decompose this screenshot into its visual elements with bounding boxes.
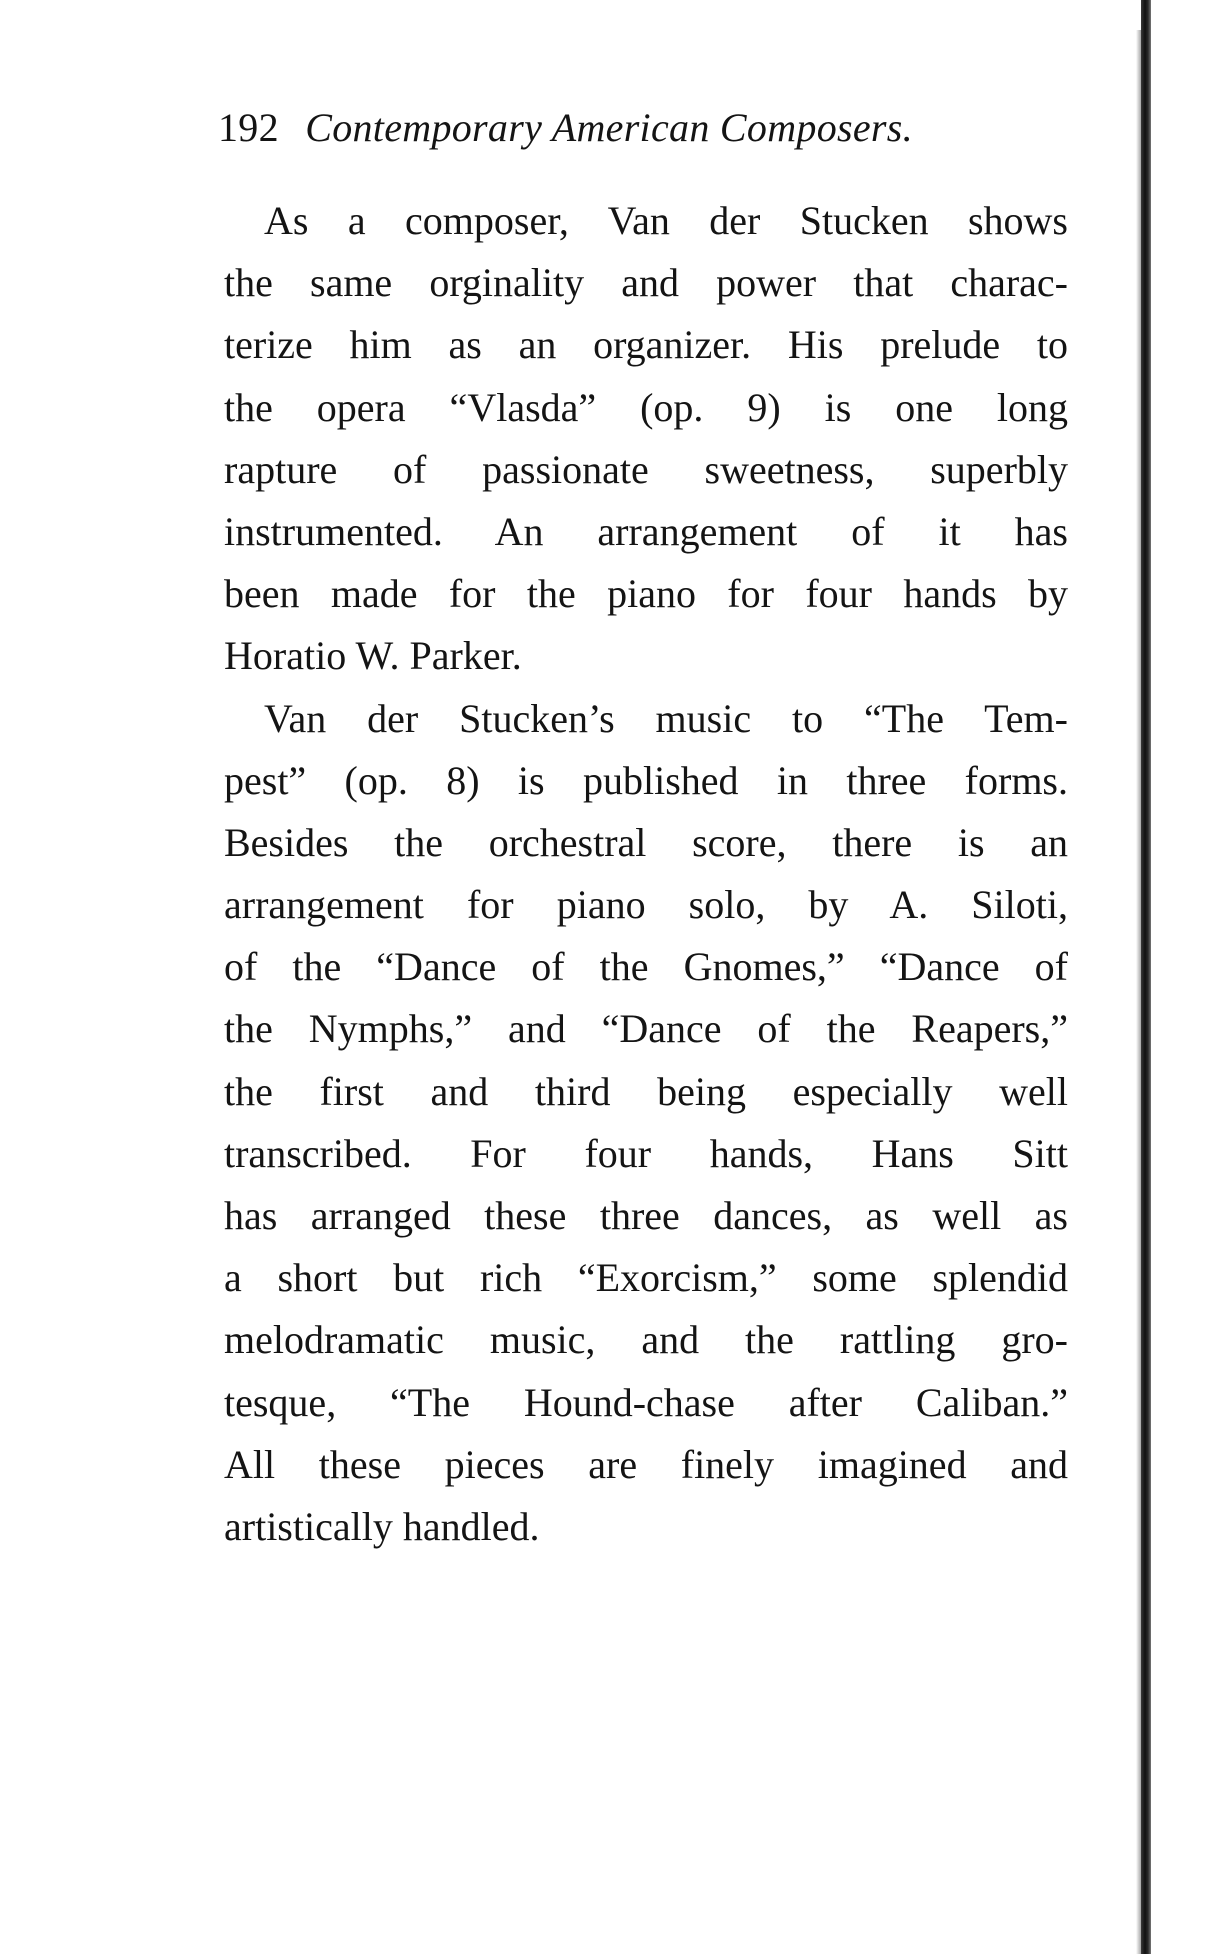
text-line: the first and third being especially well [224,1068,1068,1114]
text-line: instrumented. An arrangement of it has [224,508,1068,554]
text-line: the opera “Vlasda” (op. 9) is one long [224,384,1068,430]
text-line: been made for the piano for four hands by [224,571,1068,617]
text-line: artistically handled. [224,1503,540,1549]
text-line: melodramatic music, and the rattling gro- [224,1317,1068,1363]
text-line: Horatio W. Parker. [224,633,522,679]
running-title: Contemporary American Composers. [305,105,913,150]
text-line: All these pieces are finely imagined and [224,1441,1068,1487]
text-line: arrangement for piano solo, by A. Siloti, [224,882,1068,928]
text-line: Besides the orchestral score, there is an [224,819,1068,865]
text-line: rapture of passionate sweetness, superbly [224,446,1068,492]
text-line: the same orginality and power that charac- [224,260,1068,306]
body-text [224,190,1068,1558]
text-line: As a composer, Van der Stucken shows [264,198,1068,243]
text-line: of the “Dance of the Gnomes,” “Dance of [224,944,1068,990]
text-line: a short but rich “Exorcism,” some splendid [224,1255,1068,1301]
text-line: Van der Stucken’s music to “The Tem- [264,695,1068,741]
text-line: has arranged these three dances, as well as [224,1193,1068,1238]
page-header [218,104,913,152]
page-number: 192 [218,105,279,150]
text-line: transcribed. For four hands, Hans Sitt [224,1130,1068,1176]
text-line: tesque, “The Hound-chase after Caliban.” [224,1379,1068,1425]
text-line: terize him as an organizer. His prelude to [224,322,1068,368]
binding-edge [1141,0,1151,1954]
text-line: pest” (op. 8) is published in three forms. [224,757,1068,803]
text-line: the Nymphs,” and “Dance of the Reapers,” [224,1006,1068,1052]
